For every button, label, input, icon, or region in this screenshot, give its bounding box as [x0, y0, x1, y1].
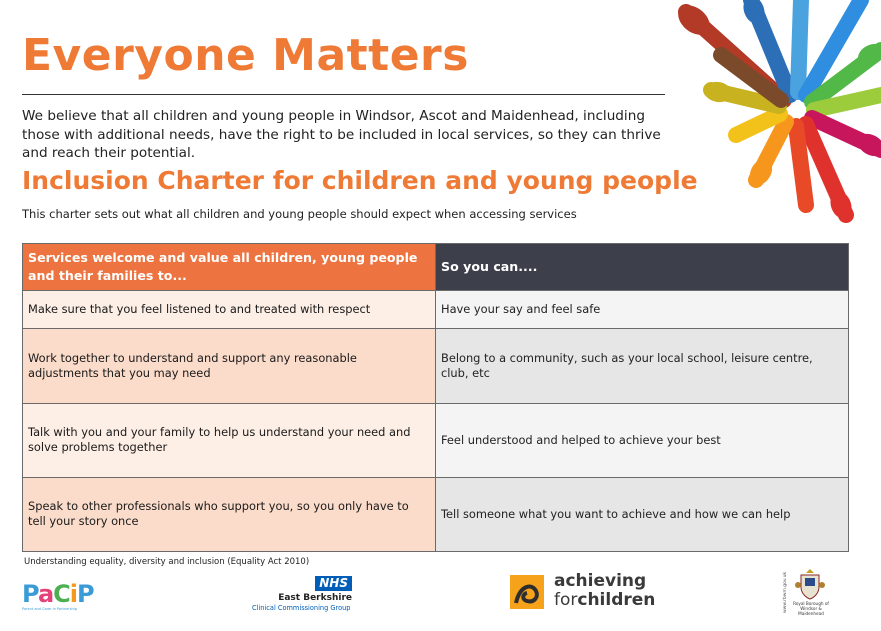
- pacip-letters: PaCiP: [22, 580, 94, 608]
- table-row: [23, 329, 849, 403]
- intro-text: We believe that all children and young people in Windsor, Ascot and Maidenhead, including those with additional needs, have the right to be included in local services, so they can thrive and reach their potential.: [22, 108, 661, 161]
- table-row: [23, 291, 849, 329]
- afc-logo-icon: [510, 575, 544, 609]
- page-title: Everyone Matters: [22, 30, 469, 81]
- nhs-org-name: East Berkshire: [278, 593, 352, 603]
- nhs-logo: [252, 572, 352, 614]
- title-divider: [22, 94, 665, 95]
- column-header-so-you-can: So you can....: [436, 244, 849, 291]
- nhs-org-sub: Clinical Commissioning Group: [252, 604, 351, 612]
- rbwm-name: Royal Borough of Windsor & Maidenhead: [793, 601, 829, 616]
- row-outcome: Feel understood and helped to achieve your best: [436, 403, 849, 477]
- row-outcome: Tell someone what you want to achieve and how we can help: [436, 477, 849, 551]
- charter-title: Inclusion Charter for children and young people: [22, 166, 698, 195]
- row-commitment: Work together to understand and support any reasonable adjustments that you may need: [23, 329, 436, 403]
- column-header-services: Services welcome and value all children, young people and their families to...: [23, 244, 436, 291]
- row-commitment: Speak to other professionals who support you, so you only have to tell your story once: [23, 477, 436, 551]
- afc-wordmark: achieving forchildren: [554, 571, 656, 610]
- footnote: Understanding equality, diversity and inclusion (Equality Act 2010): [24, 557, 310, 567]
- colorful-hands-circle-icon: [666, 0, 881, 225]
- table-header-row: [23, 244, 849, 291]
- table-row: [23, 403, 849, 477]
- charter-table: [22, 243, 849, 552]
- rbwm-url: www.rbwm.gov.uk: [783, 571, 788, 613]
- pacip-logo: [22, 574, 94, 614]
- nhs-badge: NHS: [315, 576, 352, 591]
- achieving-for-children-logo: [510, 572, 660, 612]
- pacip-tagline: Parent and Carer in Partnership: [22, 607, 77, 611]
- rbwm-crest-icon: [795, 567, 825, 601]
- row-commitment: Talk with you and your family to help us understand your need and solve problems together: [23, 403, 436, 477]
- charter-lead: This charter sets out what all children and young people should expect when accessing services: [22, 207, 577, 221]
- row-outcome: Have your say and feel safe: [436, 291, 849, 329]
- rbwm-logo: [783, 563, 833, 618]
- row-commitment: Make sure that you feel listened to and treated with respect: [23, 291, 436, 329]
- table-row: [23, 477, 849, 551]
- row-outcome: Belong to a community, such as your local school, leisure centre, club, etc: [436, 329, 849, 403]
